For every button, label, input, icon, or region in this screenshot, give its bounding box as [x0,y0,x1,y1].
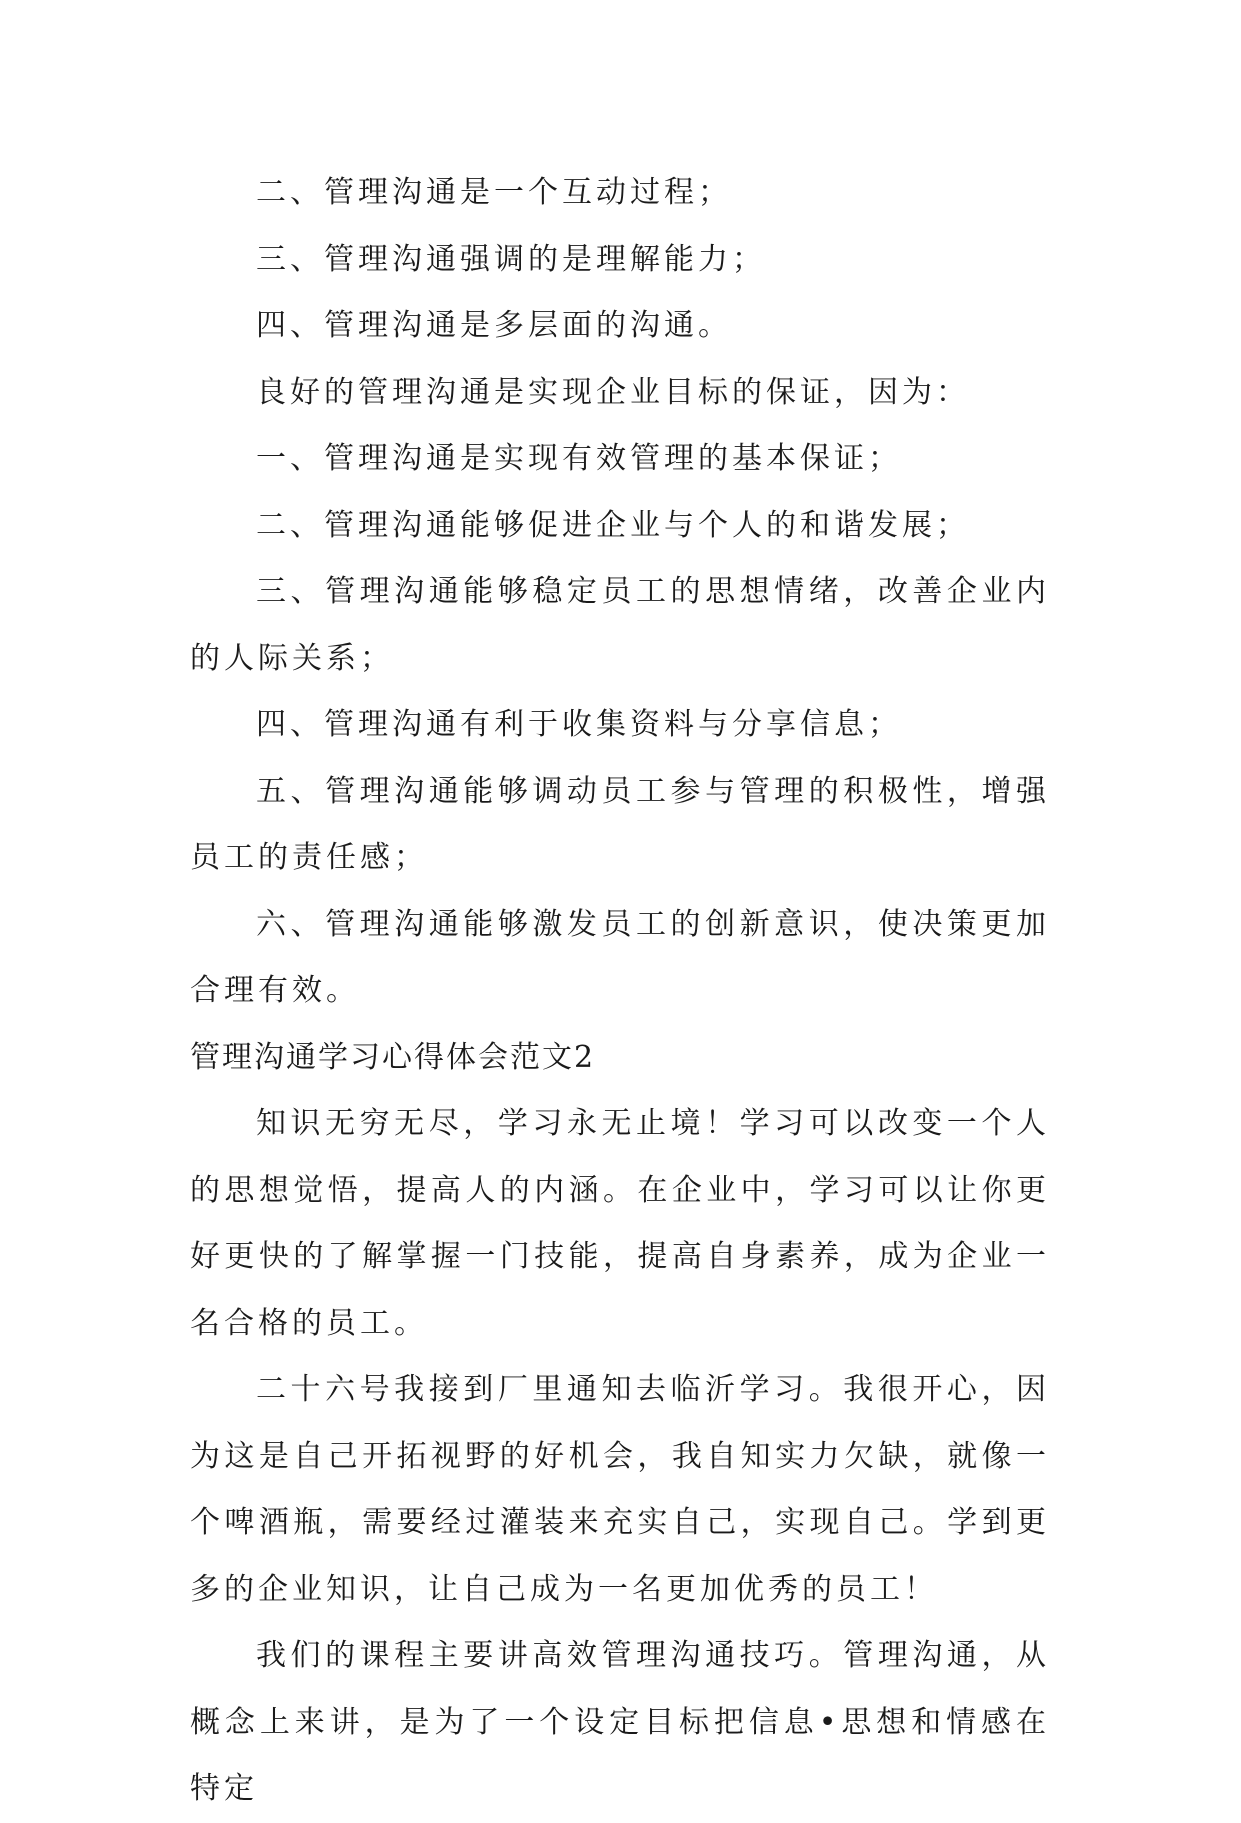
paragraph-item: 三、管理沟通能够稳定员工的思想情绪，改善企业内的人际关系； [190,574,1050,676]
paragraph-item: 六、管理沟通能够激发员工的创新意识，使决策更加合理有效。 [190,906,1050,1008]
paragraph-item: 五、管理沟通能够调动员工参与管理的积极性，增强员工的责任感； [190,773,1050,875]
paragraph-item: 我们的课程主要讲高效管理沟通技巧。管理沟通，从概念上来讲，是为了一个设定目标把信息•思想和情感在特定 [190,1638,1050,1806]
paragraph-item: 四、管理沟通是多层面的沟通。 [256,308,732,343]
paragraph-item: 二十六号我接到厂里通知去临沂学习。我很开心，因为这是自己开拓视野的好机会，我自知实力欠缺，就像一个啤酒瓶，需要经过灌装来充实自己，实现自己。学到更多的企业知识，让自己成为一名更加优秀的员工！ [190,1372,1050,1607]
paragraph-item: 良好的管理沟通是实现企业目标的保证，因为： [256,374,970,410]
paragraph-item: 一、管理沟通是实现有效管理的基本保证； [256,441,902,476]
section-title: 管理沟通学习心得体会范文2 [190,1039,596,1075]
paragraph-item: 三、管理沟通强调的是理解能力； [256,241,766,277]
paragraph-item: 四、管理沟通有利于收集资料与分享信息； [256,707,902,742]
paragraph-item: 二、管理沟通能够促进企业与个人的和谐发展； [256,507,970,543]
paragraph-item: 知识无穷无尽，学习永无止境！学习可以改变一个人的思想觉悟，提高人的内涵。在企业中，学习可以让你更好更快的了解掌握一门技能，提高自身素养，成为企业一名合格的员工。 [190,1106,1050,1341]
document-body [190,160,1050,1823]
paragraph-item: 二、管理沟通是一个互动过程； [256,175,732,210]
